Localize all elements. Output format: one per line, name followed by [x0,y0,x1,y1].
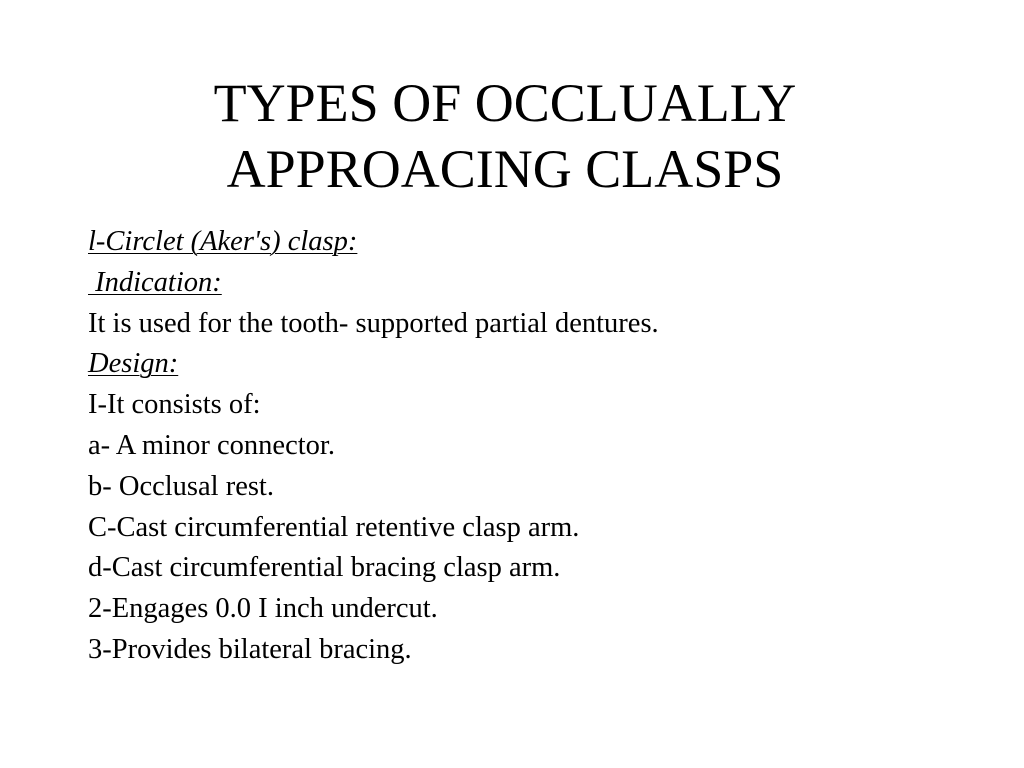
indication-text: It is used for the tooth- supported partial dentures. [88,307,659,339]
slide-body [88,222,988,671]
body-line: d-Cast circumferential bracing clasp arm. [88,552,561,584]
title-line-2: APPROACING CLASPS [226,139,784,199]
body-line: a- A minor connector. [88,429,335,461]
design-heading: Design: [88,348,179,380]
body-line: I-It consists of: [88,389,261,421]
slide-title [0,70,1010,202]
body-line: 3-Provides bilateral bracing. [88,633,412,665]
body-line: C-Cast circumferential retentive clasp arm. [88,511,580,543]
title-line-1: TYPES OF OCCLUALLY [213,73,797,133]
indication-heading: Indication: [88,266,222,298]
body-line: 2-Engages 0.0 I inch undercut. [88,593,438,625]
clasp-heading: l-Circlet (Aker's) clasp: [88,226,358,257]
body-line: b- Occlusal rest. [88,470,274,502]
